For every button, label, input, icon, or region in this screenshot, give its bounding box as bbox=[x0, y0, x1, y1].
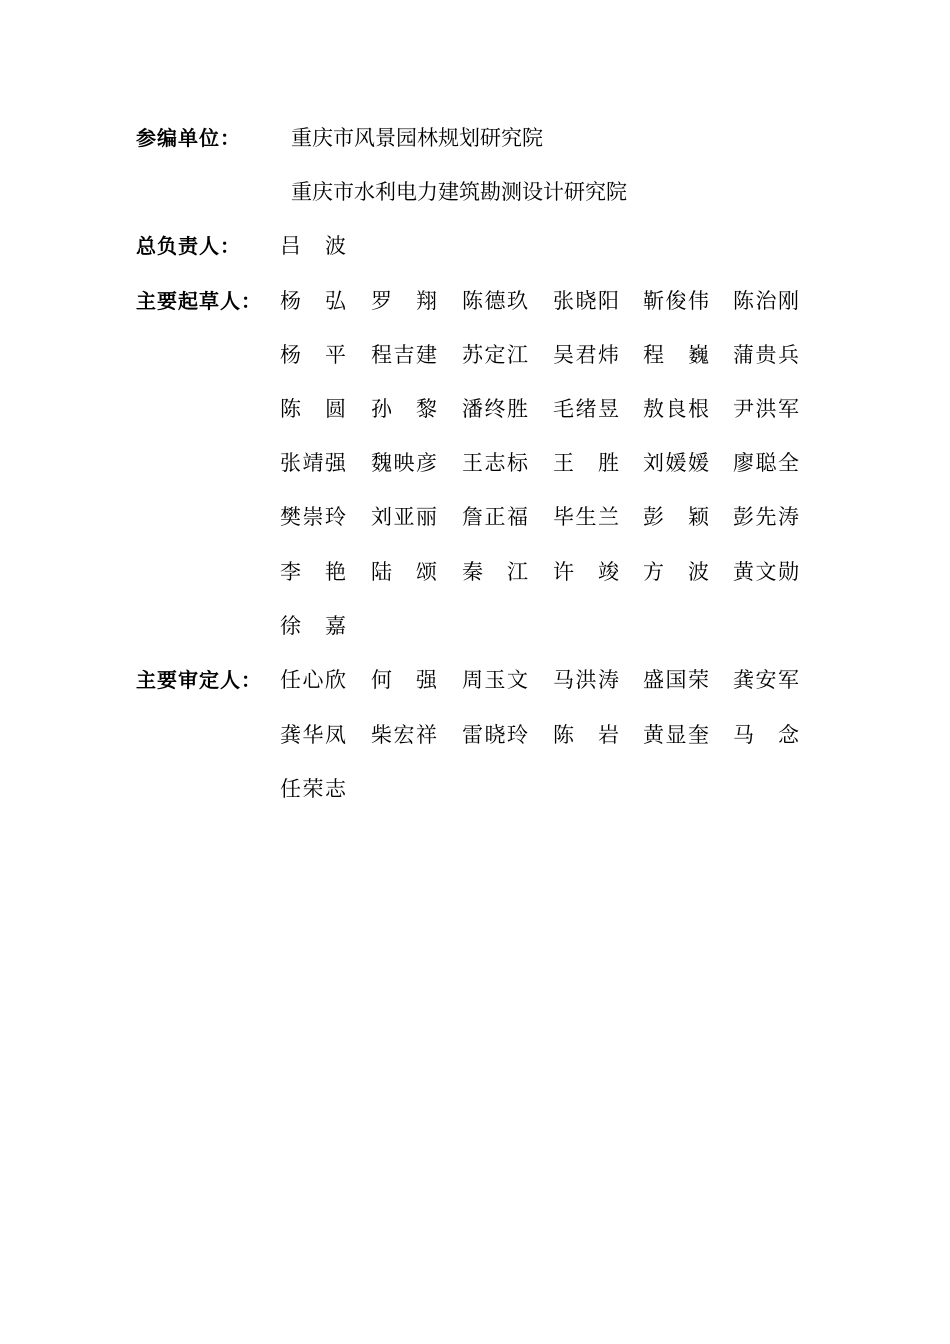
main-reviewers-label: 主要审定人： bbox=[136, 668, 262, 692]
drafters-row bbox=[280, 558, 820, 586]
person-name: 陈圆 bbox=[280, 397, 346, 421]
person-name: 秦江 bbox=[462, 560, 528, 584]
drafters-row bbox=[280, 449, 820, 477]
person-name: 张靖强 bbox=[280, 451, 346, 475]
person-name: 王胜 bbox=[553, 451, 619, 475]
person-name: 孙黎 bbox=[371, 397, 437, 421]
person-name: 许竣 bbox=[553, 560, 619, 584]
person-name: 陈治刚 bbox=[733, 289, 799, 313]
person-name: 罗翔 bbox=[371, 289, 437, 313]
person-name: 李艳 bbox=[280, 560, 346, 584]
person-name: 任荣志 bbox=[280, 777, 346, 801]
person-name: 陆颂 bbox=[371, 560, 437, 584]
drafters-row bbox=[280, 287, 820, 315]
person-name: 彭先涛 bbox=[733, 505, 799, 529]
person-name: 吕波 bbox=[280, 234, 346, 258]
person-name: 樊崇玲 bbox=[280, 505, 346, 529]
reviewers-row bbox=[280, 721, 820, 749]
drafters-row bbox=[280, 503, 820, 531]
person-name: 张晓阳 bbox=[553, 289, 619, 313]
reviewers-row bbox=[280, 775, 820, 803]
participating-unit: 重庆市水利电力建筑勘测设计研究院 bbox=[291, 180, 627, 204]
person-name: 敖良根 bbox=[643, 397, 709, 421]
person-name: 黄显奎 bbox=[643, 723, 709, 747]
main-drafters-label: 主要起草人： bbox=[136, 289, 262, 313]
person-name: 吴君炜 bbox=[553, 343, 619, 367]
person-name: 黄文勋 bbox=[733, 560, 799, 584]
person-name: 何强 bbox=[371, 668, 437, 692]
person-name: 靳俊伟 bbox=[643, 289, 709, 313]
person-name: 陈德玖 bbox=[462, 289, 528, 313]
person-name: 王志标 bbox=[462, 451, 528, 475]
person-name: 程巍 bbox=[643, 343, 709, 367]
person-name: 马洪涛 bbox=[553, 668, 619, 692]
general-lead-label: 总负责人： bbox=[136, 234, 241, 258]
person-name: 雷晓玲 bbox=[462, 723, 528, 747]
person-name: 魏映彦 bbox=[371, 451, 437, 475]
person-name: 尹洪军 bbox=[733, 397, 799, 421]
person-name: 刘媛媛 bbox=[643, 451, 709, 475]
person-name: 杨平 bbox=[280, 343, 346, 367]
reviewers-row bbox=[280, 666, 820, 694]
person-name: 龚安军 bbox=[733, 668, 799, 692]
person-name: 詹正福 bbox=[462, 505, 528, 529]
person-name: 刘亚丽 bbox=[371, 505, 437, 529]
person-name: 马念 bbox=[733, 723, 799, 747]
person-name: 方波 bbox=[643, 560, 709, 584]
person-name: 廖聪全 bbox=[733, 451, 799, 475]
drafters-row bbox=[280, 612, 820, 640]
drafters-row bbox=[280, 341, 820, 369]
person-name: 任心欣 bbox=[280, 668, 346, 692]
person-name: 毕生兰 bbox=[553, 505, 619, 529]
person-name: 陈岩 bbox=[553, 723, 619, 747]
person-name: 彭颖 bbox=[643, 505, 709, 529]
drafters-row bbox=[280, 395, 820, 423]
general-lead-row bbox=[280, 232, 820, 260]
person-name: 程吉建 bbox=[371, 343, 437, 367]
participating-units-label: 参编单位： bbox=[136, 126, 241, 150]
person-name: 苏定江 bbox=[462, 343, 528, 367]
person-name: 柴宏祥 bbox=[371, 723, 437, 747]
person-name: 杨弘 bbox=[280, 289, 346, 313]
person-name: 毛绪昱 bbox=[553, 397, 619, 421]
person-name: 徐嘉 bbox=[280, 614, 346, 638]
person-name: 龚华凤 bbox=[280, 723, 346, 747]
person-name: 盛国荣 bbox=[643, 668, 709, 692]
person-name: 周玉文 bbox=[462, 668, 528, 692]
participating-unit: 重庆市风景园林规划研究院 bbox=[291, 126, 543, 150]
person-name: 蒲贵兵 bbox=[733, 343, 799, 367]
person-name: 潘终胜 bbox=[462, 397, 528, 421]
